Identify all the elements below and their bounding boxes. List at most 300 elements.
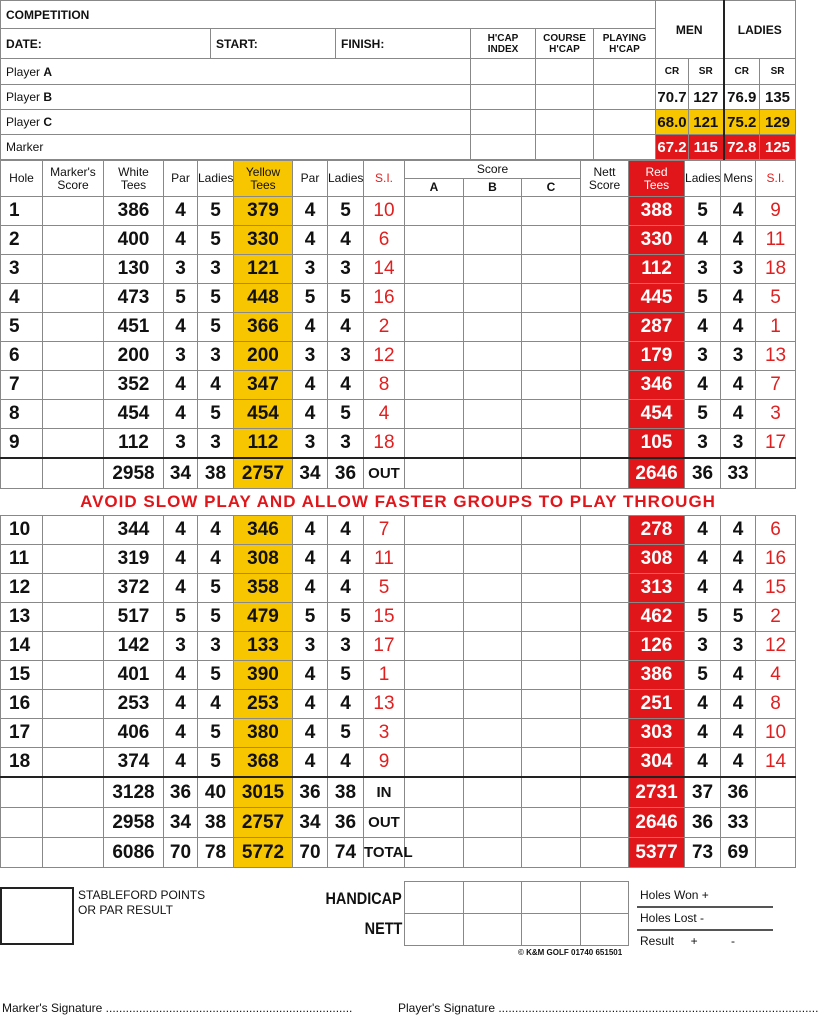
red-tees-header: Red Tees: [629, 161, 685, 197]
score-c-input[interactable]: [522, 400, 581, 429]
score-b-input[interactable]: [464, 226, 522, 255]
yellow-par: 3: [293, 632, 328, 661]
yellow-par: 5: [293, 603, 328, 632]
in-total-row: [1, 777, 796, 808]
yellow-par: 4: [293, 545, 328, 574]
score-c-input[interactable]: [522, 313, 581, 342]
playing-hcap-input[interactable]: [594, 135, 656, 160]
nett-score-input[interactable]: [581, 313, 629, 342]
handicap-label: HANDICAP: [325, 889, 402, 908]
score-b-header: B: [464, 179, 522, 197]
nett-score-input[interactable]: [581, 777, 629, 808]
red-stroke-index: 12: [756, 632, 796, 661]
white-par: 70: [164, 838, 198, 868]
red-mens-par: 4: [721, 661, 756, 690]
player-name: Marker: [1, 135, 471, 160]
markers-score-input[interactable]: [43, 838, 104, 868]
red-stroke-index: 6: [756, 516, 796, 545]
red-ladies-par: 4: [685, 226, 721, 255]
markers-score-input[interactable]: [43, 661, 104, 690]
markers-score-input[interactable]: [43, 342, 104, 371]
white-par: 4: [164, 400, 198, 429]
score-a-input[interactable]: [405, 458, 464, 489]
score-c-input[interactable]: [522, 777, 581, 808]
hole-row: [1, 371, 796, 400]
nett-score-input[interactable]: [581, 197, 629, 226]
yellow-tees-yards: 366: [234, 313, 293, 342]
score-a-input[interactable]: [405, 545, 464, 574]
markers-score-input[interactable]: [43, 197, 104, 226]
yellow-ladies-par: 4: [328, 690, 364, 719]
yellow-stroke-index: 6: [364, 226, 405, 255]
red-stroke-index: 10: [756, 719, 796, 748]
score-c-input[interactable]: [522, 516, 581, 545]
score-c-input[interactable]: [522, 226, 581, 255]
white-ladies-par: 3: [198, 632, 234, 661]
nett-score-input[interactable]: [581, 661, 629, 690]
hole-number: 3: [1, 255, 43, 284]
score-a-input[interactable]: [405, 632, 464, 661]
yellow-tees-yards: 380: [234, 719, 293, 748]
white-ladies-par: 5: [198, 197, 234, 226]
nett-score-input[interactable]: [581, 545, 629, 574]
player-row: [1, 135, 796, 160]
red-stroke-index: 9: [756, 197, 796, 226]
red-ladies-par: 5: [685, 603, 721, 632]
score-b-input[interactable]: [464, 777, 522, 808]
score-b-input[interactable]: [464, 400, 522, 429]
handicap-a[interactable]: [405, 882, 464, 914]
score-a-input[interactable]: [405, 400, 464, 429]
nett-b[interactable]: [464, 914, 522, 946]
yellow-stroke-index: 13: [364, 690, 405, 719]
hole-number: 9: [1, 429, 43, 459]
score-c-input[interactable]: [522, 690, 581, 719]
yellow-stroke-index: 15: [364, 603, 405, 632]
nett-score-input[interactable]: [581, 838, 629, 868]
nett-score-input[interactable]: [581, 458, 629, 489]
score-c-input[interactable]: [522, 255, 581, 284]
score-a-input[interactable]: [405, 690, 464, 719]
white-ladies-par: 5: [198, 719, 234, 748]
nett-score-input[interactable]: [581, 808, 629, 838]
score-a-input[interactable]: [405, 808, 464, 838]
score-c-input[interactable]: [522, 429, 581, 459]
nett-score-input[interactable]: [581, 255, 629, 284]
score-c-input[interactable]: [522, 545, 581, 574]
score-a-input[interactable]: [405, 313, 464, 342]
markers-score-input[interactable]: [43, 545, 104, 574]
red-stroke-index: [756, 458, 796, 489]
score-header: Score: [405, 161, 581, 179]
hcap-index-input[interactable]: [471, 110, 536, 135]
markers-score-input[interactable]: [43, 690, 104, 719]
ladies-course-rating: 75.2: [724, 110, 760, 135]
white-tees-header: White Tees: [104, 161, 164, 197]
nett-score-input[interactable]: [581, 632, 629, 661]
nett-score-input[interactable]: [581, 719, 629, 748]
score-b-input[interactable]: [464, 458, 522, 489]
score-a-input[interactable]: [405, 342, 464, 371]
hole-row: [1, 255, 796, 284]
red-tees-yards: 346: [629, 371, 685, 400]
red-mens-par: 69: [721, 838, 756, 868]
score-a-input[interactable]: [405, 429, 464, 459]
markers-score-input[interactable]: [43, 632, 104, 661]
yellow-stroke-index: 8: [364, 371, 405, 400]
hcap-index-input[interactable]: [471, 85, 536, 110]
handicap-nett[interactable]: [581, 882, 629, 914]
score-b-input[interactable]: [464, 516, 522, 545]
score-c-input[interactable]: [522, 603, 581, 632]
score-c-input[interactable]: [522, 458, 581, 489]
white-par: 34: [164, 808, 198, 838]
score-b-input[interactable]: [464, 574, 522, 603]
score-c-input[interactable]: [522, 632, 581, 661]
yellow-ladies-par: 4: [328, 574, 364, 603]
hcap-index-input[interactable]: [471, 135, 536, 160]
markers-score-input[interactable]: [43, 719, 104, 748]
holes-won-label: Holes Won +: [640, 888, 709, 902]
white-par: 4: [164, 313, 198, 342]
yellow-stroke-index: 17: [364, 632, 405, 661]
white-ladies-par: 5: [198, 574, 234, 603]
yellow-par: 4: [293, 371, 328, 400]
score-a-input[interactable]: [405, 284, 464, 313]
red-ladies-par: 5: [685, 284, 721, 313]
competition-field[interactable]: [1, 1, 656, 29]
nett-score-input[interactable]: [581, 516, 629, 545]
hole-number: 2: [1, 226, 43, 255]
start-field[interactable]: [211, 29, 336, 59]
red-mens-par: 4: [721, 516, 756, 545]
yellow-tees-yards: 454: [234, 400, 293, 429]
white-par: 5: [164, 284, 198, 313]
yellow-par: 4: [293, 226, 328, 255]
red-stroke-index: 17: [756, 429, 796, 459]
yellow-tees-yards: 346: [234, 516, 293, 545]
white-ladies-par: 3: [198, 342, 234, 371]
hole-row: [1, 690, 796, 719]
nett-nett[interactable]: [581, 914, 629, 946]
red-mens-par: 4: [721, 574, 756, 603]
white-par: 3: [164, 255, 198, 284]
red-mens-par: 3: [721, 255, 756, 284]
score-a-input[interactable]: [405, 226, 464, 255]
red-tees-yards: 313: [629, 574, 685, 603]
playing-hcap-input[interactable]: [594, 59, 656, 85]
white-ladies-par: 4: [198, 690, 234, 719]
score-c-input[interactable]: [522, 838, 581, 868]
score-b-input[interactable]: [464, 197, 522, 226]
hole-number: 11: [1, 545, 43, 574]
hcap-index-input[interactable]: [471, 59, 536, 85]
white-par: 4: [164, 719, 198, 748]
date-field[interactable]: [1, 29, 211, 59]
competition-label: COMPETITION: [6, 7, 90, 22]
white-tees-yards: 112: [104, 429, 164, 459]
nett-score-input[interactable]: [581, 226, 629, 255]
yellow-tees-yards: 2757: [234, 808, 293, 838]
hole-number: 8: [1, 400, 43, 429]
nett-score-input[interactable]: [581, 574, 629, 603]
red-ladies-par: 3: [685, 342, 721, 371]
white-tees-yards: 200: [104, 342, 164, 371]
white-tees-yards: 6086: [104, 838, 164, 868]
score-b-input[interactable]: [464, 371, 522, 400]
ladies-header-red: Ladies: [685, 161, 721, 197]
stableford-result-box[interactable]: [0, 887, 74, 945]
white-par: 5: [164, 603, 198, 632]
score-c-input[interactable]: [522, 197, 581, 226]
finish-label: FINISH:: [341, 36, 385, 51]
white-tees-yards: 473: [104, 284, 164, 313]
white-tees-yards: 401: [104, 661, 164, 690]
yellow-par: 34: [293, 458, 328, 489]
red-tees-yards: 2646: [629, 458, 685, 489]
playing-hcap-input[interactable]: [594, 85, 656, 110]
red-ladies-par: 4: [685, 719, 721, 748]
red-mens-par: 33: [721, 458, 756, 489]
yellow-ladies-par: 3: [328, 342, 364, 371]
white-par: 3: [164, 342, 198, 371]
total-label: OUT: [364, 808, 405, 838]
nett-score-input[interactable]: [581, 284, 629, 313]
banner-row: [1, 489, 796, 516]
white-tees-yards: 3128: [104, 777, 164, 808]
hole-number: 4: [1, 284, 43, 313]
score-c-input[interactable]: [522, 748, 581, 778]
score-b-input[interactable]: [464, 808, 522, 838]
red-mens-par: 4: [721, 545, 756, 574]
yellow-par: 4: [293, 400, 328, 429]
markers-score-input[interactable]: [43, 226, 104, 255]
finish-field[interactable]: [336, 29, 471, 59]
hole-row: [1, 342, 796, 371]
course-hcap-input[interactable]: [536, 85, 594, 110]
players-signature-line[interactable]: Player's Signature ................................................................................................: [398, 1001, 819, 1015]
score-a-input[interactable]: [405, 777, 464, 808]
hole-row: [1, 661, 796, 690]
red-tees-yards: 2646: [629, 808, 685, 838]
red-tees-yards: 330: [629, 226, 685, 255]
score-a-input[interactable]: [405, 516, 464, 545]
score-b-input[interactable]: [464, 603, 522, 632]
markers-score-input[interactable]: [43, 748, 104, 778]
hole-number: [1, 777, 43, 808]
markers-score-input[interactable]: [43, 284, 104, 313]
out-total-row: [1, 808, 796, 838]
white-tees-yards: 2958: [104, 458, 164, 489]
hole-row: [1, 429, 796, 459]
red-stroke-index: 16: [756, 545, 796, 574]
white-ladies-par: 5: [198, 603, 234, 632]
markers-score-input[interactable]: [43, 400, 104, 429]
white-par: 34: [164, 458, 198, 489]
nett-score-input[interactable]: [581, 748, 629, 778]
score-a-input[interactable]: [405, 255, 464, 284]
score-a-input[interactable]: [405, 838, 464, 868]
white-tees-yards: 374: [104, 748, 164, 778]
men-slope-rating: 127: [689, 85, 724, 110]
divider: [637, 929, 773, 931]
white-par: 3: [164, 429, 198, 459]
playing-hcap-input[interactable]: [594, 110, 656, 135]
ladies-course-rating: 72.8: [724, 135, 760, 160]
score-b-input[interactable]: [464, 719, 522, 748]
score-b-input[interactable]: [464, 429, 522, 459]
score-b-input[interactable]: [464, 661, 522, 690]
score-b-input[interactable]: [464, 838, 522, 868]
hole-row: [1, 632, 796, 661]
score-b-input[interactable]: [464, 342, 522, 371]
red-ladies-par: 36: [685, 458, 721, 489]
markers-score-input[interactable]: [43, 371, 104, 400]
yellow-par: 4: [293, 690, 328, 719]
score-a-input[interactable]: [405, 603, 464, 632]
score-b-input[interactable]: [464, 748, 522, 778]
nett-score-input[interactable]: [581, 400, 629, 429]
red-ladies-par: 4: [685, 574, 721, 603]
ladies-slope-rating: 125: [760, 135, 796, 160]
score-c-input[interactable]: [522, 371, 581, 400]
yellow-par: 3: [293, 342, 328, 371]
yellow-par: 70: [293, 838, 328, 868]
score-a-input[interactable]: [405, 371, 464, 400]
yellow-tees-yards: 347: [234, 371, 293, 400]
hole-row: [1, 284, 796, 313]
header-table: [0, 0, 796, 160]
white-tees-yards: 352: [104, 371, 164, 400]
yellow-tees-yards: 133: [234, 632, 293, 661]
red-stroke-index: [756, 838, 796, 868]
playing-hcap-header: PLAYING H'CAP: [594, 29, 656, 59]
red-tees-yards: 454: [629, 400, 685, 429]
red-tees-yards: 251: [629, 690, 685, 719]
red-tees-yards: 445: [629, 284, 685, 313]
player-name: Player A: [1, 59, 471, 85]
white-ladies-par: 38: [198, 458, 234, 489]
course-hcap-input[interactable]: [536, 59, 594, 85]
yellow-stroke-index: 5: [364, 574, 405, 603]
red-ladies-par: 4: [685, 690, 721, 719]
men-header: MEN: [656, 1, 724, 59]
red-ladies-par: 37: [685, 777, 721, 808]
red-ladies-par: 4: [685, 313, 721, 342]
yellow-tees-yards: 308: [234, 545, 293, 574]
markers-score-input[interactable]: [43, 808, 104, 838]
hole-row: [1, 313, 796, 342]
markers-score-input[interactable]: [43, 516, 104, 545]
score-c-input[interactable]: [522, 661, 581, 690]
ladies-header: Ladies: [198, 161, 234, 197]
yellow-stroke-index: 16: [364, 284, 405, 313]
nett-score-input[interactable]: [581, 371, 629, 400]
markers-signature-line[interactable]: Marker's Signature ..........................................................................: [2, 1001, 353, 1015]
yellow-par: 34: [293, 808, 328, 838]
score-b-input[interactable]: [464, 313, 522, 342]
red-mens-par: 4: [721, 371, 756, 400]
score-b-input[interactable]: [464, 690, 522, 719]
nett-score-input[interactable]: [581, 690, 629, 719]
markers-score-input[interactable]: [43, 777, 104, 808]
score-a-input[interactable]: [405, 661, 464, 690]
markers-score-input[interactable]: [43, 574, 104, 603]
score-c-input[interactable]: [522, 574, 581, 603]
white-ladies-par: 5: [198, 661, 234, 690]
score-b-input[interactable]: [464, 545, 522, 574]
white-ladies-par: 40: [198, 777, 234, 808]
hole-number: 16: [1, 690, 43, 719]
hole-number: [1, 808, 43, 838]
scorecard-table: [0, 160, 796, 868]
score-a-input[interactable]: [405, 719, 464, 748]
score-a-input[interactable]: [405, 197, 464, 226]
score-a-header: A: [405, 179, 464, 197]
yellow-ladies-par: 4: [328, 313, 364, 342]
score-a-input[interactable]: [405, 574, 464, 603]
white-tees-yards: 372: [104, 574, 164, 603]
course-hcap-input[interactable]: [536, 110, 594, 135]
markers-score-input[interactable]: [43, 458, 104, 489]
handicap-b[interactable]: [464, 882, 522, 914]
red-tees-yards: 105: [629, 429, 685, 459]
score-b-input[interactable]: [464, 255, 522, 284]
yellow-stroke-index: 3: [364, 719, 405, 748]
nett-a[interactable]: [405, 914, 464, 946]
start-label: START:: [216, 36, 258, 51]
hole-number: 5: [1, 313, 43, 342]
white-tees-yards: 406: [104, 719, 164, 748]
red-mens-par: 36: [721, 777, 756, 808]
yellow-par: 36: [293, 777, 328, 808]
white-par: 4: [164, 545, 198, 574]
score-c-input[interactable]: [522, 719, 581, 748]
yellow-stroke-index: 1: [364, 661, 405, 690]
score-c-input[interactable]: [522, 284, 581, 313]
nett-score-input[interactable]: [581, 603, 629, 632]
red-ladies-par: 4: [685, 516, 721, 545]
score-b-input[interactable]: [464, 632, 522, 661]
yellow-par: 4: [293, 197, 328, 226]
markers-score-input[interactable]: [43, 313, 104, 342]
course-hcap-input[interactable]: [536, 135, 594, 160]
markers-score-input[interactable]: [43, 255, 104, 284]
red-tees-yards: 462: [629, 603, 685, 632]
red-stroke-index: 5: [756, 284, 796, 313]
yellow-ladies-par: 4: [328, 545, 364, 574]
markers-score-header: Marker's Score: [43, 161, 104, 197]
ladies-header: LADIES: [724, 1, 796, 59]
nett-score-input[interactable]: [581, 342, 629, 371]
nett-c[interactable]: [522, 914, 581, 946]
score-c-input[interactable]: [522, 342, 581, 371]
handicap-c[interactable]: [522, 882, 581, 914]
markers-score-input[interactable]: [43, 603, 104, 632]
score-b-input[interactable]: [464, 284, 522, 313]
nett-score-input[interactable]: [581, 429, 629, 459]
red-tees-yards: 388: [629, 197, 685, 226]
score-c-input[interactable]: [522, 808, 581, 838]
red-mens-par: 5: [721, 603, 756, 632]
yellow-stroke-index: 14: [364, 255, 405, 284]
markers-score-input[interactable]: [43, 429, 104, 459]
divider: [637, 906, 773, 908]
score-a-input[interactable]: [405, 748, 464, 778]
red-mens-par: 4: [721, 400, 756, 429]
hole-row: [1, 400, 796, 429]
total-label: IN: [364, 777, 405, 808]
